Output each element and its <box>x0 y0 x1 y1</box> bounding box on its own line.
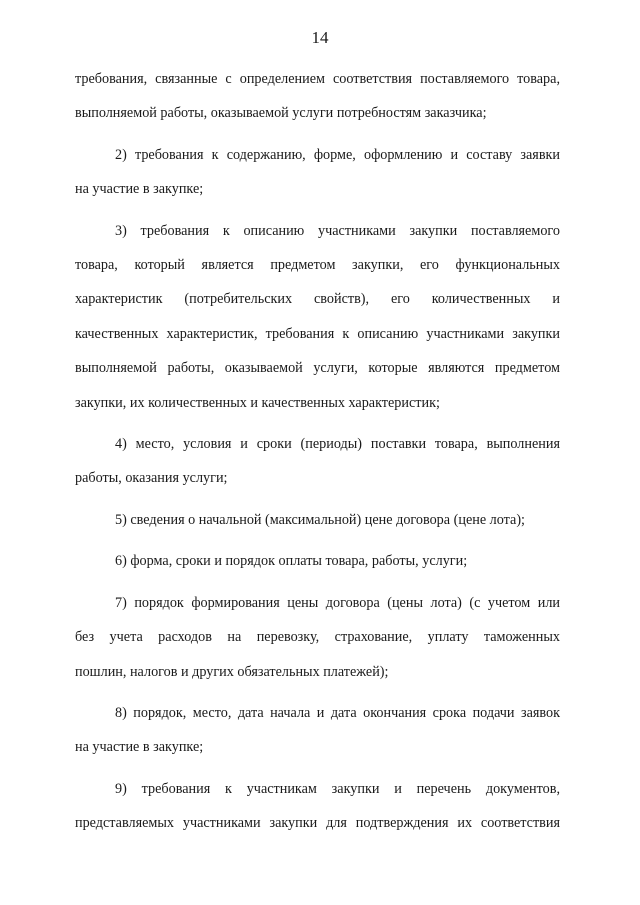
text-line: на участие в закупке; <box>75 181 204 198</box>
paragraph <box>75 214 560 420</box>
text-line: требования, связанные с определением соответствия поставляемого товара, <box>75 71 560 87</box>
text-line: 5) сведения о начальной (максимальной) цене договора (цене лота); <box>115 511 525 528</box>
paragraph <box>75 503 560 537</box>
text-line: представляемых участниками закупки для подтверждения их соответствия <box>75 815 560 832</box>
document-body <box>75 62 560 841</box>
text-line: выполняемой работы, оказываемой услуги, которые являются предметом <box>75 360 560 377</box>
paragraph <box>75 544 560 578</box>
text-line: характеристик (потребительских свойств), его количественных и <box>75 291 560 308</box>
text-line: пошлин, налогов и других обязательных платежей); <box>75 663 389 680</box>
paragraph <box>75 696 560 765</box>
paragraph <box>75 138 560 207</box>
text-line: выполняемой работы, оказываемой услуги потребностям заказчика; <box>75 105 487 122</box>
text-line: качественных характеристик, требования к описанию участниками закупки <box>75 325 560 342</box>
text-line: на участие в закупке; <box>75 739 204 756</box>
paragraph <box>75 772 560 841</box>
text-line: 9) требования к участникам закупки и перечень документов, <box>115 780 560 797</box>
text-line: работы, оказания услуги; <box>75 470 228 487</box>
text-line: 6) форма, сроки и порядок оплаты товара, работы, услуги; <box>115 553 468 570</box>
paragraph <box>75 586 560 689</box>
text-line: 3) требования к описанию участниками закупки поставляемого <box>115 222 560 239</box>
text-line: 2) требования к содержанию, форме, оформлению и составу заявки <box>115 146 560 163</box>
paragraph <box>75 427 560 496</box>
text-line: без учета расходов на перевозку, страхование, уплату таможенных <box>75 629 560 646</box>
text-line: 7) порядок формирования цены договора (цены лота) (с учетом или <box>115 594 560 611</box>
page-number: 14 <box>311 28 329 47</box>
text-line: закупки, их количественных и качественных характеристик; <box>75 394 440 411</box>
text-line: товара, который является предметом закупки, его функциональных <box>75 257 560 274</box>
text-line: 8) порядок, место, дата начала и дата окончания срока подачи заявок <box>115 704 560 721</box>
text-line: 4) место, условия и сроки (периоды) поставки товара, выполнения <box>115 436 560 453</box>
paragraph <box>75 62 560 131</box>
